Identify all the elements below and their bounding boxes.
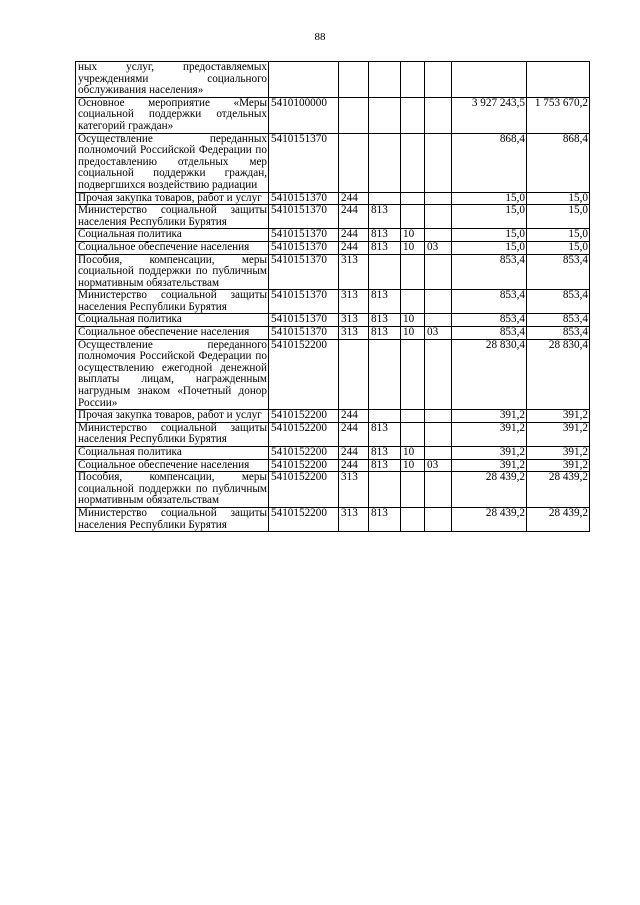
subsection-cell [425, 133, 452, 192]
section-cell: 10 [401, 241, 425, 254]
table-row [76, 327, 590, 340]
expense-type-cell: 244 [339, 447, 369, 460]
amount-year2-cell: 28 439,2 [527, 472, 590, 508]
ministry-code-cell: 813 [369, 447, 401, 460]
section-cell: 10 [401, 229, 425, 242]
ministry-code-cell: 813 [369, 507, 401, 531]
ministry-code-cell [369, 133, 401, 192]
row-name-cell: Социальная политика [76, 314, 269, 327]
row-name-cell: Пособия, компенсации, меры социальной поддержки по публичным нормативным обязательствам [76, 254, 269, 290]
subsection-cell [425, 410, 452, 423]
amount-year2-cell: 1 753 670,2 [527, 97, 590, 133]
ministry-code-cell: 813 [369, 241, 401, 254]
subsection-cell [425, 192, 452, 205]
amount-year1-cell: 853,4 [452, 254, 527, 290]
subsection-cell [425, 314, 452, 327]
target-article-cell [269, 62, 339, 98]
subsection-cell [425, 447, 452, 460]
subsection-cell: 03 [425, 241, 452, 254]
expense-type-cell: 313 [339, 327, 369, 340]
table-row [76, 410, 590, 423]
expense-type-cell [339, 339, 369, 410]
amount-year2-cell: 853,4 [527, 254, 590, 290]
ministry-code-cell [369, 97, 401, 133]
amount-year1-cell: 391,2 [452, 410, 527, 423]
amount-year1-cell: 853,4 [452, 327, 527, 340]
amount-year1-cell [452, 62, 527, 98]
amount-year1-cell: 391,2 [452, 422, 527, 446]
subsection-cell [425, 290, 452, 314]
section-cell: 10 [401, 447, 425, 460]
subsection-cell [425, 507, 452, 531]
amount-year1-cell: 3 927 243,5 [452, 97, 527, 133]
ministry-code-cell: 813 [369, 229, 401, 242]
row-name-cell: Осуществление переданных полномочий Российской Федерации по предоставлению отдельных мер социальной поддержки граждан, подвергшихся воздействию радиации [76, 133, 269, 192]
row-name-cell: Прочая закупка товаров, работ и услуг [76, 192, 269, 205]
subsection-cell [425, 62, 452, 98]
ministry-code-cell: 813 [369, 422, 401, 446]
amount-year2-cell: 15,0 [527, 229, 590, 242]
amount-year2-cell: 28 830,4 [527, 339, 590, 410]
table-row [76, 472, 590, 508]
target-article-cell: 5410152200 [269, 447, 339, 460]
amount-year2-cell [527, 62, 590, 98]
target-article-cell: 5410151370 [269, 254, 339, 290]
table-row [76, 254, 590, 290]
budget-table [75, 61, 590, 532]
amount-year2-cell: 15,0 [527, 192, 590, 205]
target-article-cell: 5410152200 [269, 422, 339, 446]
table-row [76, 459, 590, 472]
table-row [76, 507, 590, 531]
target-article-cell: 5410151370 [269, 205, 339, 229]
amount-year1-cell: 28 830,4 [452, 339, 527, 410]
section-cell: 10 [401, 314, 425, 327]
expense-type-cell: 244 [339, 459, 369, 472]
target-article-cell: 5410100000 [269, 97, 339, 133]
target-article-cell: 5410151370 [269, 241, 339, 254]
amount-year1-cell: 15,0 [452, 192, 527, 205]
ministry-code-cell: 813 [369, 459, 401, 472]
amount-year2-cell: 853,4 [527, 290, 590, 314]
ministry-code-cell: 813 [369, 327, 401, 340]
amount-year2-cell: 391,2 [527, 422, 590, 446]
amount-year2-cell: 28 439,2 [527, 507, 590, 531]
target-article-cell: 5410152200 [269, 507, 339, 531]
table-row [76, 241, 590, 254]
amount-year1-cell: 853,4 [452, 314, 527, 327]
row-name-cell: Основное мероприятие «Меры социальной поддержки отдельных категорий граждан» [76, 97, 269, 133]
row-name-cell: Министерство социальной защиты населения Республики Бурятия [76, 290, 269, 314]
section-cell [401, 205, 425, 229]
section-cell [401, 339, 425, 410]
amount-year2-cell: 853,4 [527, 327, 590, 340]
target-article-cell: 5410152200 [269, 472, 339, 508]
table-row [76, 62, 590, 98]
expense-type-cell: 244 [339, 422, 369, 446]
section-cell [401, 192, 425, 205]
page-number: 88 [314, 31, 326, 43]
amount-year1-cell: 28 439,2 [452, 472, 527, 508]
amount-year1-cell: 868,4 [452, 133, 527, 192]
row-name-cell: Прочая закупка товаров, работ и услуг [76, 410, 269, 423]
ministry-code-cell [369, 192, 401, 205]
expense-type-cell: 313 [339, 290, 369, 314]
amount-year2-cell: 391,2 [527, 459, 590, 472]
expense-type-cell: 313 [339, 254, 369, 290]
expense-type-cell: 244 [339, 205, 369, 229]
target-article-cell: 5410152200 [269, 410, 339, 423]
table-row [76, 133, 590, 192]
amount-year1-cell: 28 439,2 [452, 507, 527, 531]
subsection-cell: 03 [425, 459, 452, 472]
subsection-cell [425, 97, 452, 133]
table-row [76, 339, 590, 410]
target-article-cell: 5410152200 [269, 459, 339, 472]
row-name-cell: Социальная политика [76, 447, 269, 460]
table-row [76, 314, 590, 327]
table-row [76, 192, 590, 205]
amount-year2-cell: 868,4 [527, 133, 590, 192]
subsection-cell [425, 229, 452, 242]
expense-type-cell: 313 [339, 472, 369, 508]
table-row [76, 229, 590, 242]
amount-year1-cell: 853,4 [452, 290, 527, 314]
section-cell [401, 472, 425, 508]
target-article-cell: 5410151370 [269, 229, 339, 242]
table-row [76, 447, 590, 460]
expense-type-cell: 313 [339, 314, 369, 327]
amount-year1-cell: 15,0 [452, 205, 527, 229]
expense-type-cell [339, 133, 369, 192]
target-article-cell: 5410151370 [269, 133, 339, 192]
subsection-cell: 03 [425, 327, 452, 340]
amount-year1-cell: 15,0 [452, 229, 527, 242]
amount-year2-cell: 391,2 [527, 447, 590, 460]
ministry-code-cell [369, 410, 401, 423]
section-cell [401, 290, 425, 314]
section-cell [401, 507, 425, 531]
subsection-cell [425, 339, 452, 410]
amount-year1-cell: 15,0 [452, 241, 527, 254]
table-body [76, 62, 590, 532]
row-name-cell: Социальная политика [76, 229, 269, 242]
target-article-cell: 5410151370 [269, 192, 339, 205]
target-article-cell: 5410151370 [269, 314, 339, 327]
expense-type-cell [339, 62, 369, 98]
expense-type-cell: 313 [339, 507, 369, 531]
amount-year2-cell: 15,0 [527, 241, 590, 254]
section-cell [401, 97, 425, 133]
table-row [76, 205, 590, 229]
subsection-cell [425, 254, 452, 290]
expense-type-cell [339, 97, 369, 133]
section-cell [401, 254, 425, 290]
ministry-code-cell [369, 339, 401, 410]
subsection-cell [425, 422, 452, 446]
subsection-cell [425, 472, 452, 508]
row-name-cell: Министерство социальной защиты населения Республики Бурятия [76, 507, 269, 531]
target-article-cell: 5410152200 [269, 339, 339, 410]
row-name-cell: Пособия, компенсации, меры социальной поддержки по публичным нормативным обязательствам [76, 472, 269, 508]
amount-year2-cell: 391,2 [527, 410, 590, 423]
section-cell: 10 [401, 459, 425, 472]
ministry-code-cell [369, 62, 401, 98]
section-cell [401, 422, 425, 446]
target-article-cell: 5410151370 [269, 290, 339, 314]
row-name-cell: Социальное обеспечение населения [76, 327, 269, 340]
section-cell [401, 133, 425, 192]
subsection-cell [425, 205, 452, 229]
ministry-code-cell: 813 [369, 205, 401, 229]
row-name-cell: Министерство социальной защиты населения Республики Бурятия [76, 205, 269, 229]
expense-type-cell: 244 [339, 410, 369, 423]
amount-year2-cell: 853,4 [527, 314, 590, 327]
expense-type-cell: 244 [339, 229, 369, 242]
table-row [76, 97, 590, 133]
amount-year1-cell: 391,2 [452, 447, 527, 460]
expense-type-cell: 244 [339, 241, 369, 254]
expense-type-cell: 244 [339, 192, 369, 205]
ministry-code-cell: 813 [369, 314, 401, 327]
section-cell [401, 62, 425, 98]
ministry-code-cell [369, 254, 401, 290]
section-cell: 10 [401, 327, 425, 340]
amount-year1-cell: 391,2 [452, 459, 527, 472]
section-cell [401, 410, 425, 423]
table-row [76, 290, 590, 314]
row-name-cell: Министерство социальной защиты населения Республики Бурятия [76, 422, 269, 446]
ministry-code-cell: 813 [369, 290, 401, 314]
row-name-cell: Социальное обеспечение населения [76, 241, 269, 254]
row-name-cell: Социальное обеспечение населения [76, 459, 269, 472]
row-name-cell: ных услуг, предоставляемых учреждениями социального обслуживания населения» [76, 62, 269, 98]
target-article-cell: 5410151370 [269, 327, 339, 340]
ministry-code-cell [369, 472, 401, 508]
row-name-cell: Осуществление переданного полномочия Российской Федерации по осуществлению ежегодной денежной выплаты лицам, награжденным нагрудным знаком «Почетный донор России» [76, 339, 269, 410]
amount-year2-cell: 15,0 [527, 205, 590, 229]
table-row [76, 422, 590, 446]
